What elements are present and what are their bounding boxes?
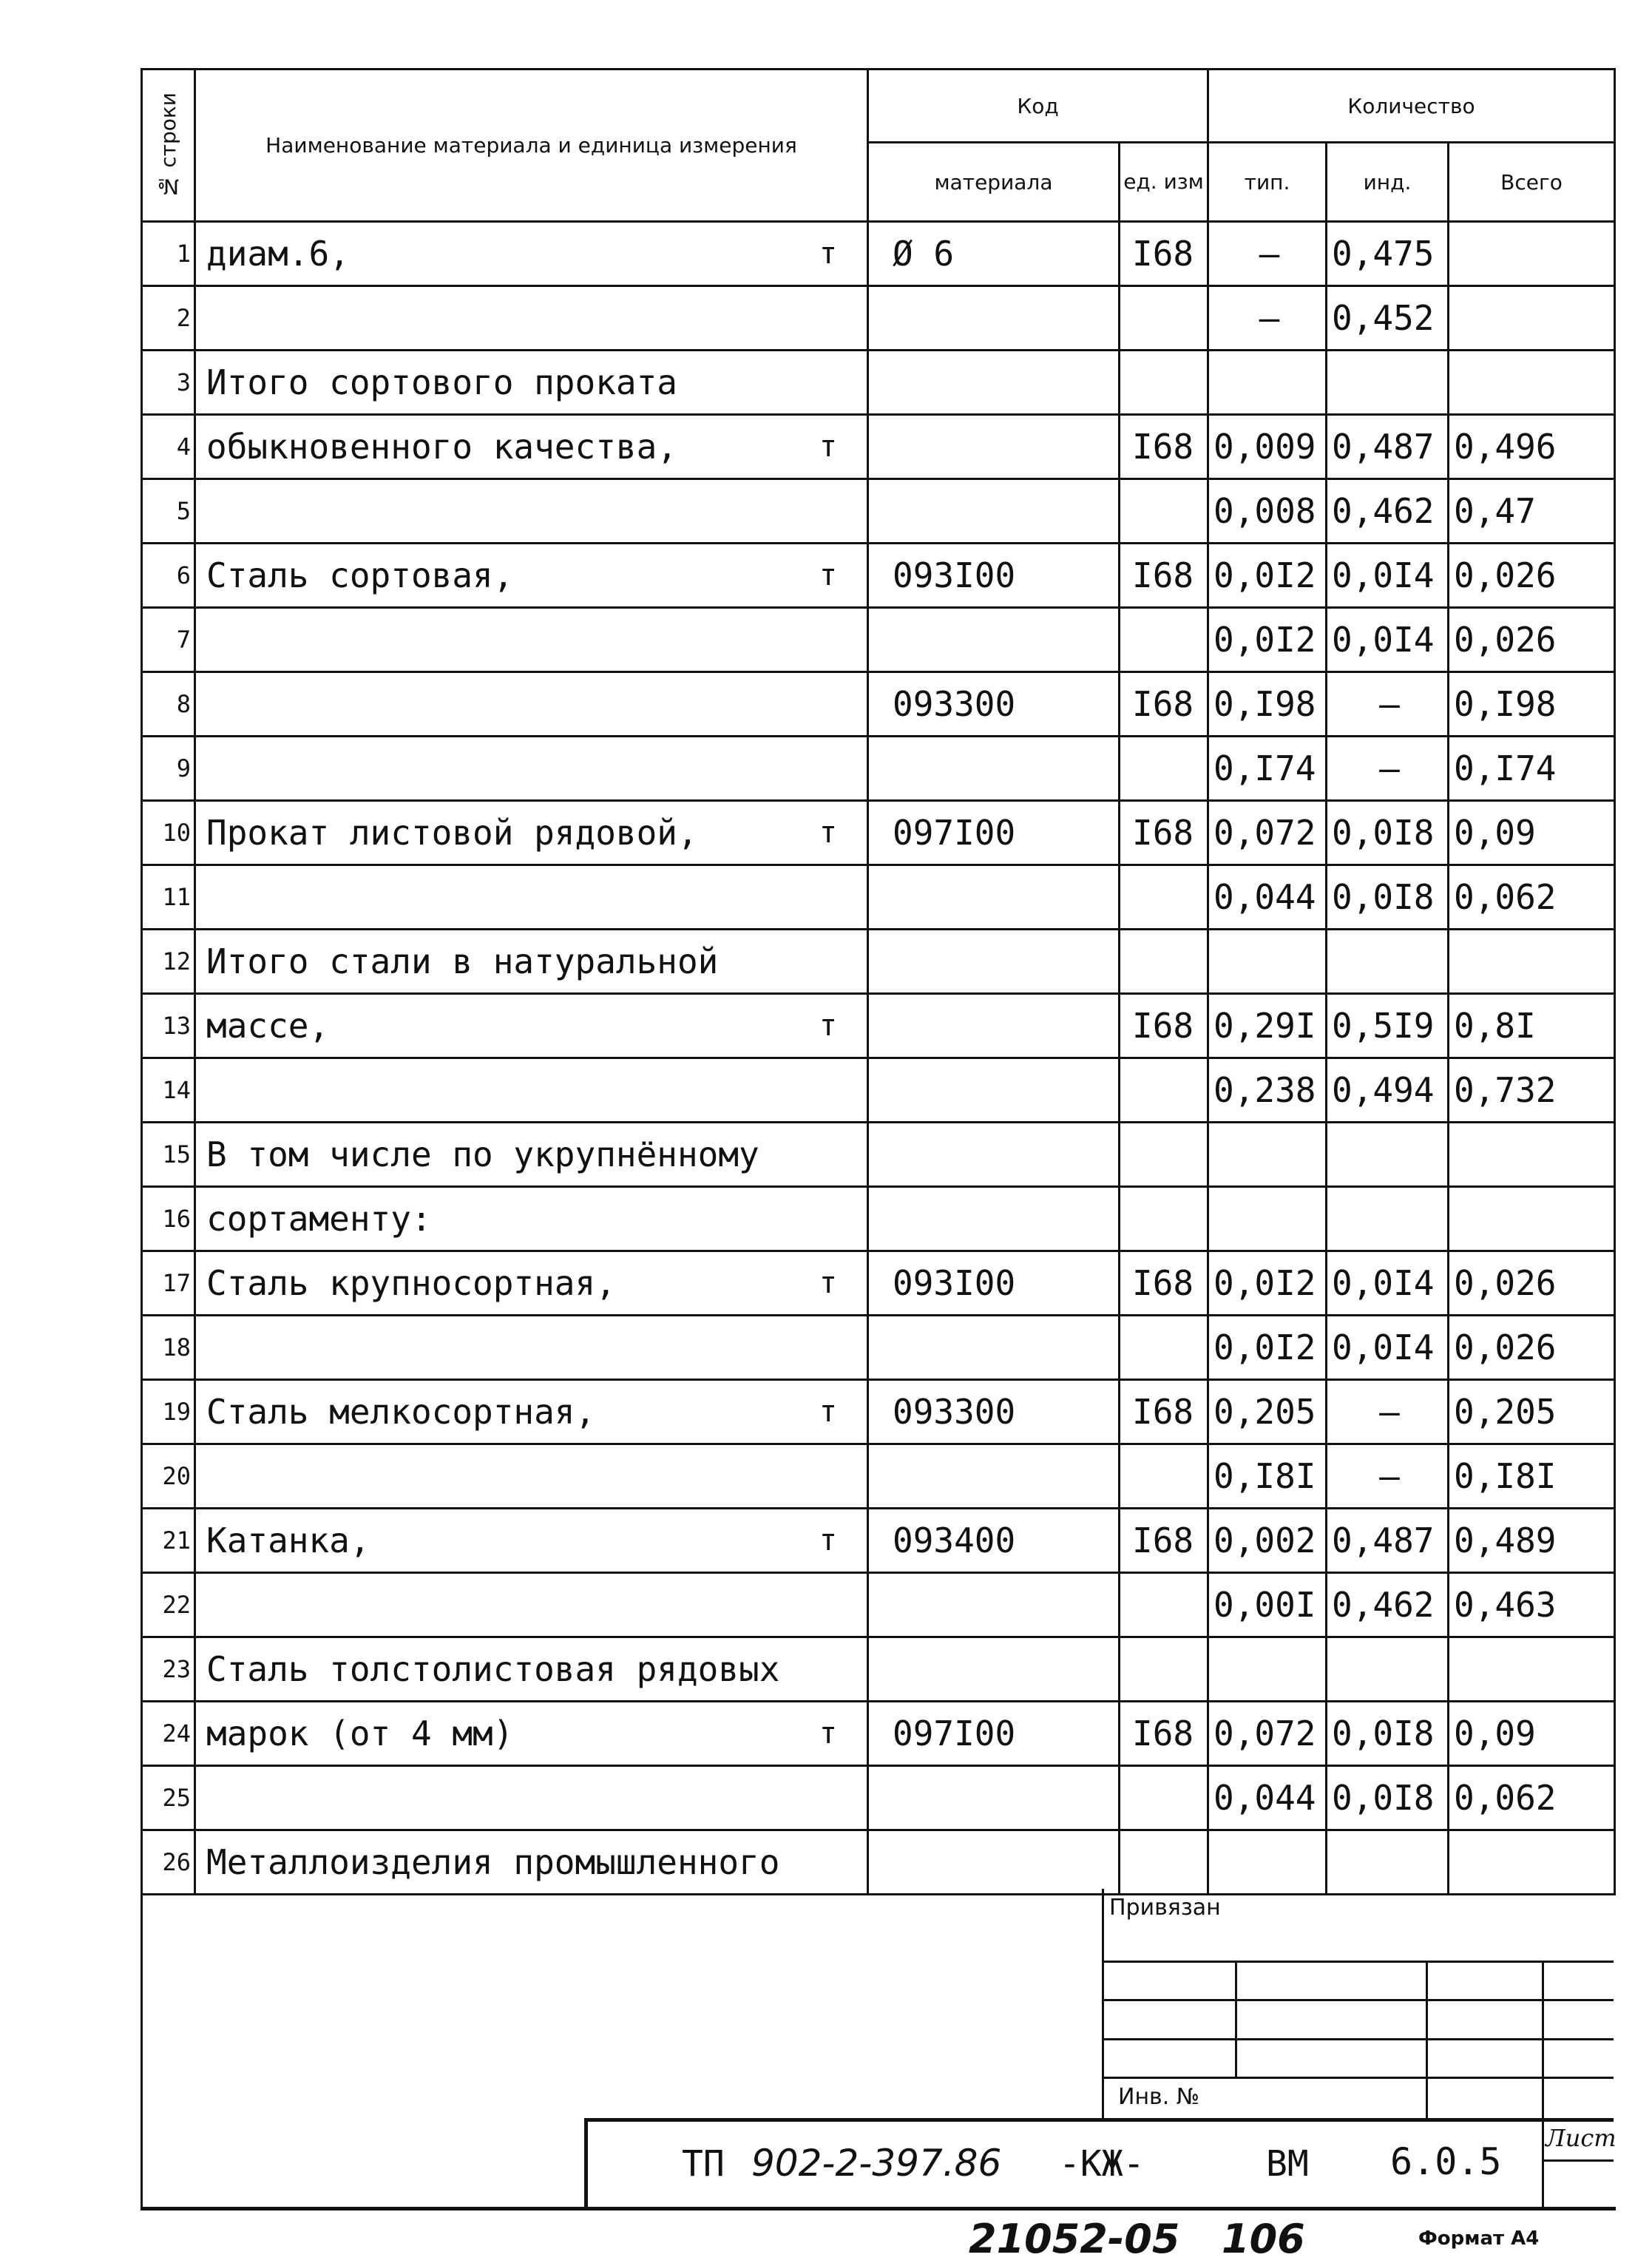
qty-total <box>1449 1830 1615 1895</box>
unit-code <box>1120 1573 1208 1637</box>
code-unit-header: ед. изм <box>1120 143 1208 222</box>
table-row <box>142 930 1615 994</box>
qty-total: 0,026 <box>1449 608 1615 672</box>
material-name <box>195 672 868 737</box>
material-name <box>195 1058 868 1123</box>
material-name <box>195 801 868 865</box>
qty-total: 0,09 <box>1449 1702 1615 1766</box>
qty-ind: – <box>1327 737 1449 801</box>
qty-total: 0,026 <box>1449 544 1615 608</box>
qty-total <box>1449 1123 1615 1187</box>
sheet-number: 106 <box>1222 2216 1305 2262</box>
qty-total <box>1449 1187 1615 1251</box>
material-code <box>868 1444 1120 1509</box>
material-name-text: Прокат листовой рядовой, <box>206 813 698 853</box>
table-row <box>142 1187 1615 1251</box>
code-group-header: Код <box>868 70 1208 143</box>
qty-typ: 0,008 <box>1208 479 1327 544</box>
qty-typ: 0,0I2 <box>1208 608 1327 672</box>
material-code: 097I00 <box>868 1702 1120 1766</box>
materials-table-body <box>142 222 1615 1895</box>
unit-of-measure: т <box>819 558 837 592</box>
table-row <box>142 801 1615 865</box>
unit-code <box>1120 1187 1208 1251</box>
row-number: 18 <box>142 1316 195 1380</box>
material-name <box>195 608 868 672</box>
unit-code: I68 <box>1120 1251 1208 1316</box>
table-row <box>142 1637 1615 1702</box>
qty-ind: – <box>1327 1380 1449 1444</box>
qty-ind: 0,0I4 <box>1327 544 1449 608</box>
qty-typ: 0,0I2 <box>1208 1251 1327 1316</box>
unit-code <box>1120 930 1208 994</box>
unit-code <box>1120 1444 1208 1509</box>
unit-of-measure: т <box>819 237 837 271</box>
table-row <box>142 1058 1615 1123</box>
table-row <box>142 1702 1615 1766</box>
row-number: 4 <box>142 415 195 479</box>
qty-ind <box>1327 1830 1449 1895</box>
unit-of-measure: т <box>819 816 837 850</box>
qty-typ: 0,044 <box>1208 1766 1327 1830</box>
qty-ind: 0,462 <box>1327 1573 1449 1637</box>
material-name <box>195 1123 868 1187</box>
row-number: 22 <box>142 1573 195 1637</box>
materials-table <box>141 68 1616 1895</box>
material-code <box>868 737 1120 801</box>
table-row <box>142 994 1615 1058</box>
material-name-text: диам.6, <box>206 234 350 274</box>
unit-code: I68 <box>1120 1380 1208 1444</box>
bound-label: Привязан <box>1109 1895 1221 1921</box>
qty-total: 0,I74 <box>1449 737 1615 801</box>
row-number: 5 <box>142 479 195 544</box>
qty-total <box>1449 351 1615 415</box>
qty-ind: 0,0I8 <box>1327 1766 1449 1830</box>
qty-ind: – <box>1327 672 1449 737</box>
row-number: 15 <box>142 1123 195 1187</box>
material-code: 093I00 <box>868 1251 1120 1316</box>
unit-of-measure: т <box>819 430 837 464</box>
row-number-header: № строки <box>142 70 195 222</box>
table-row <box>142 672 1615 737</box>
unit-of-measure: т <box>819 1395 837 1429</box>
material-code: 097I00 <box>868 801 1120 865</box>
unit-code <box>1120 608 1208 672</box>
table-row <box>142 1509 1615 1573</box>
qty-typ: 0,0I2 <box>1208 544 1327 608</box>
doc-mark: -КЖ- <box>1059 2143 1145 2185</box>
qty-typ: – <box>1208 222 1327 286</box>
row-number: 10 <box>142 801 195 865</box>
row-number: 8 <box>142 672 195 737</box>
material-code <box>868 479 1120 544</box>
unit-code <box>1120 351 1208 415</box>
material-name-text: массе, <box>206 1006 330 1046</box>
unit-code <box>1120 1637 1208 1702</box>
row-number: 16 <box>142 1187 195 1251</box>
material-name <box>195 1444 868 1509</box>
row-number: 13 <box>142 994 195 1058</box>
row-number: 17 <box>142 1251 195 1316</box>
unit-of-measure: т <box>819 1266 837 1300</box>
material-name <box>195 544 868 608</box>
material-name <box>195 1187 868 1251</box>
row-number: 19 <box>142 1380 195 1444</box>
table-row <box>142 415 1615 479</box>
row-number: 26 <box>142 1830 195 1895</box>
material-name <box>195 1573 868 1637</box>
doc-number: 902-2-397.86 <box>751 2142 1002 2185</box>
unit-of-measure: т <box>819 1523 837 1557</box>
table-row <box>142 608 1615 672</box>
qty-total: 0,489 <box>1449 1509 1615 1573</box>
material-name-text: обыкновенного качества, <box>206 427 677 467</box>
row-number: 24 <box>142 1702 195 1766</box>
table-row <box>142 479 1615 544</box>
material-code: 093I00 <box>868 544 1120 608</box>
qty-total: 0,062 <box>1449 865 1615 930</box>
unit-code <box>1120 1766 1208 1830</box>
qty-typ <box>1208 1830 1327 1895</box>
material-code <box>868 415 1120 479</box>
qty-typ: 0,072 <box>1208 1702 1327 1766</box>
qty-typ: 0,072 <box>1208 801 1327 865</box>
table-row <box>142 1316 1615 1380</box>
qty-total: 0,I98 <box>1449 672 1615 737</box>
qty-ind: 0,452 <box>1327 286 1449 351</box>
qty-ind: – <box>1327 1444 1449 1509</box>
qty-total: 0,205 <box>1449 1380 1615 1444</box>
qty-typ: – <box>1208 286 1327 351</box>
material-name <box>195 930 868 994</box>
qty-ind: 0,0I8 <box>1327 801 1449 865</box>
table-row <box>142 1123 1615 1187</box>
material-name-text: Сталь мелкосортная, <box>206 1392 596 1432</box>
unit-of-measure: т <box>819 1716 837 1750</box>
name-header: Наименование материала и единица измерения <box>195 70 868 222</box>
table-row <box>142 1830 1615 1895</box>
material-code <box>868 1187 1120 1251</box>
material-name <box>195 1509 868 1573</box>
material-code <box>868 930 1120 994</box>
unit-code: I68 <box>1120 222 1208 286</box>
qty-total: 0,09 <box>1449 801 1615 865</box>
qty-typ: 0,009 <box>1208 415 1327 479</box>
material-code <box>868 351 1120 415</box>
material-code: Ø 6 <box>868 222 1120 286</box>
unit-code: I68 <box>1120 544 1208 608</box>
table-row <box>142 351 1615 415</box>
table-row <box>142 1766 1615 1830</box>
code-material-header: материала <box>868 143 1120 222</box>
doc-prefix: ТП <box>682 2143 725 2185</box>
material-name-text: сортаменту: <box>206 1199 432 1239</box>
qty-ind <box>1327 351 1449 415</box>
material-name <box>195 994 868 1058</box>
unit-code <box>1120 286 1208 351</box>
qty-total: 0,026 <box>1449 1316 1615 1380</box>
qty-typ <box>1208 1123 1327 1187</box>
material-code <box>868 994 1120 1058</box>
row-number: 1 <box>142 222 195 286</box>
material-name <box>195 415 868 479</box>
row-number: 20 <box>142 1444 195 1509</box>
material-code <box>868 608 1120 672</box>
table-row <box>142 1444 1615 1509</box>
qty-total: 0,463 <box>1449 1573 1615 1637</box>
qty-ind <box>1327 1123 1449 1187</box>
material-name <box>195 1380 868 1444</box>
archive-number: 21052-05 <box>969 2216 1180 2262</box>
doc-section: 6.0.5 <box>1390 2140 1502 2183</box>
qty-total: 0,8I <box>1449 994 1615 1058</box>
material-code: 093300 <box>868 1380 1120 1444</box>
row-number: 21 <box>142 1509 195 1573</box>
qty-typ: 0,I8I <box>1208 1444 1327 1509</box>
qty-typ: 0,238 <box>1208 1058 1327 1123</box>
qty-ind: 0,475 <box>1327 222 1449 286</box>
material-name-text: В том числе по укрупнённому <box>206 1134 759 1174</box>
material-name <box>195 222 868 286</box>
qty-ind: 0,0I4 <box>1327 1316 1449 1380</box>
qty-total: 0,47 <box>1449 479 1615 544</box>
unit-code: I68 <box>1120 415 1208 479</box>
table-row <box>142 865 1615 930</box>
qty-total <box>1449 930 1615 994</box>
unit-code: I68 <box>1120 801 1208 865</box>
material-name-text: Металлоизделия промышленного <box>206 1842 780 1882</box>
material-name <box>195 1702 868 1766</box>
qty-typ: 0,00I <box>1208 1573 1327 1637</box>
unit-code: I68 <box>1120 672 1208 737</box>
unit-code <box>1120 479 1208 544</box>
qty-typ <box>1208 1637 1327 1702</box>
unit-code: I68 <box>1120 1702 1208 1766</box>
material-name-text: Катанка, <box>206 1520 370 1560</box>
unit-code <box>1120 1316 1208 1380</box>
inventory-label: Инв. № <box>1118 2084 1200 2110</box>
material-code <box>868 1316 1120 1380</box>
row-number: 11 <box>142 865 195 930</box>
qty-total <box>1449 222 1615 286</box>
material-code <box>868 1830 1120 1895</box>
material-name-text: Сталь крупносортная, <box>206 1263 616 1303</box>
qty-ind: 0,5I9 <box>1327 994 1449 1058</box>
material-name <box>195 1766 868 1830</box>
material-code <box>868 1573 1120 1637</box>
material-name-text: Итого стали в натуральной <box>206 941 719 981</box>
material-name <box>195 286 868 351</box>
qty-typ: 0,I98 <box>1208 672 1327 737</box>
unit-code <box>1120 1830 1208 1895</box>
material-name <box>195 1251 868 1316</box>
qty-ind <box>1327 930 1449 994</box>
material-code <box>868 1637 1120 1702</box>
qty-ind: 0,0I4 <box>1327 608 1449 672</box>
qty-ind: 0,0I8 <box>1327 1702 1449 1766</box>
material-name <box>195 479 868 544</box>
unit-code: I68 <box>1120 1509 1208 1573</box>
material-code <box>868 865 1120 930</box>
material-name <box>195 1637 868 1702</box>
material-name-text: Сталь толстолистовая рядовых <box>206 1649 780 1689</box>
row-number: 3 <box>142 351 195 415</box>
qty-total: 0,732 <box>1449 1058 1615 1123</box>
material-code <box>868 1766 1120 1830</box>
unit-code <box>1120 865 1208 930</box>
qty-ind <box>1327 1187 1449 1251</box>
material-name <box>195 737 868 801</box>
row-number: 9 <box>142 737 195 801</box>
row-number: 2 <box>142 286 195 351</box>
material-name-text: марок (от 4 мм) <box>206 1714 514 1753</box>
sheet-label: Лист <box>1546 2124 1617 2152</box>
material-name <box>195 865 868 930</box>
qty-total: 0,496 <box>1449 415 1615 479</box>
table-row <box>142 1573 1615 1637</box>
unit-code <box>1120 1058 1208 1123</box>
qty-ind-header: инд. <box>1327 143 1449 222</box>
unit-code: I68 <box>1120 994 1208 1058</box>
qty-typ <box>1208 1187 1327 1251</box>
table-row <box>142 286 1615 351</box>
qty-typ <box>1208 351 1327 415</box>
qty-typ: 0,I74 <box>1208 737 1327 801</box>
quantity-group-header: Количество <box>1208 70 1615 143</box>
row-number: 14 <box>142 1058 195 1123</box>
unit-code <box>1120 1123 1208 1187</box>
qty-typ: 0,044 <box>1208 865 1327 930</box>
format-label: Формат А4 <box>1418 2228 1540 2250</box>
qty-ind: 0,494 <box>1327 1058 1449 1123</box>
unit-code <box>1120 737 1208 801</box>
qty-ind: 0,462 <box>1327 479 1449 544</box>
row-number: 12 <box>142 930 195 994</box>
qty-typ: 0,0I2 <box>1208 1316 1327 1380</box>
unit-of-measure: т <box>819 1009 837 1043</box>
table-row <box>142 1380 1615 1444</box>
qty-typ: 0,205 <box>1208 1380 1327 1444</box>
material-code <box>868 1123 1120 1187</box>
qty-ind: 0,0I8 <box>1327 865 1449 930</box>
material-name-text: Итого сортового проката <box>206 362 677 402</box>
qty-total: 0,026 <box>1449 1251 1615 1316</box>
qty-total <box>1449 286 1615 351</box>
table-row <box>142 544 1615 608</box>
material-name <box>195 1830 868 1895</box>
qty-total: 0,062 <box>1449 1766 1615 1830</box>
row-number: 7 <box>142 608 195 672</box>
doc-type: ВМ <box>1266 2143 1309 2185</box>
material-name <box>195 351 868 415</box>
material-code <box>868 1058 1120 1123</box>
qty-typ <box>1208 930 1327 994</box>
qty-typ: 0,002 <box>1208 1509 1327 1573</box>
qty-ind <box>1327 1637 1449 1702</box>
qty-typ-header: тип. <box>1208 143 1327 222</box>
qty-total-header: Всего <box>1449 143 1615 222</box>
material-code: 093300 <box>868 672 1120 737</box>
row-number: 23 <box>142 1637 195 1702</box>
qty-ind: 0,0I4 <box>1327 1251 1449 1316</box>
qty-ind: 0,487 <box>1327 1509 1449 1573</box>
material-name <box>195 1316 868 1380</box>
material-code: 093400 <box>868 1509 1120 1573</box>
material-code <box>868 286 1120 351</box>
row-number: 25 <box>142 1766 195 1830</box>
qty-total: 0,I8I <box>1449 1444 1615 1509</box>
table-row <box>142 222 1615 286</box>
qty-total <box>1449 1637 1615 1702</box>
material-name-text: Сталь сортовая, <box>206 555 514 595</box>
table-row <box>142 1251 1615 1316</box>
table-row <box>142 737 1615 801</box>
qty-typ: 0,29I <box>1208 994 1327 1058</box>
qty-ind: 0,487 <box>1327 415 1449 479</box>
row-number: 6 <box>142 544 195 608</box>
